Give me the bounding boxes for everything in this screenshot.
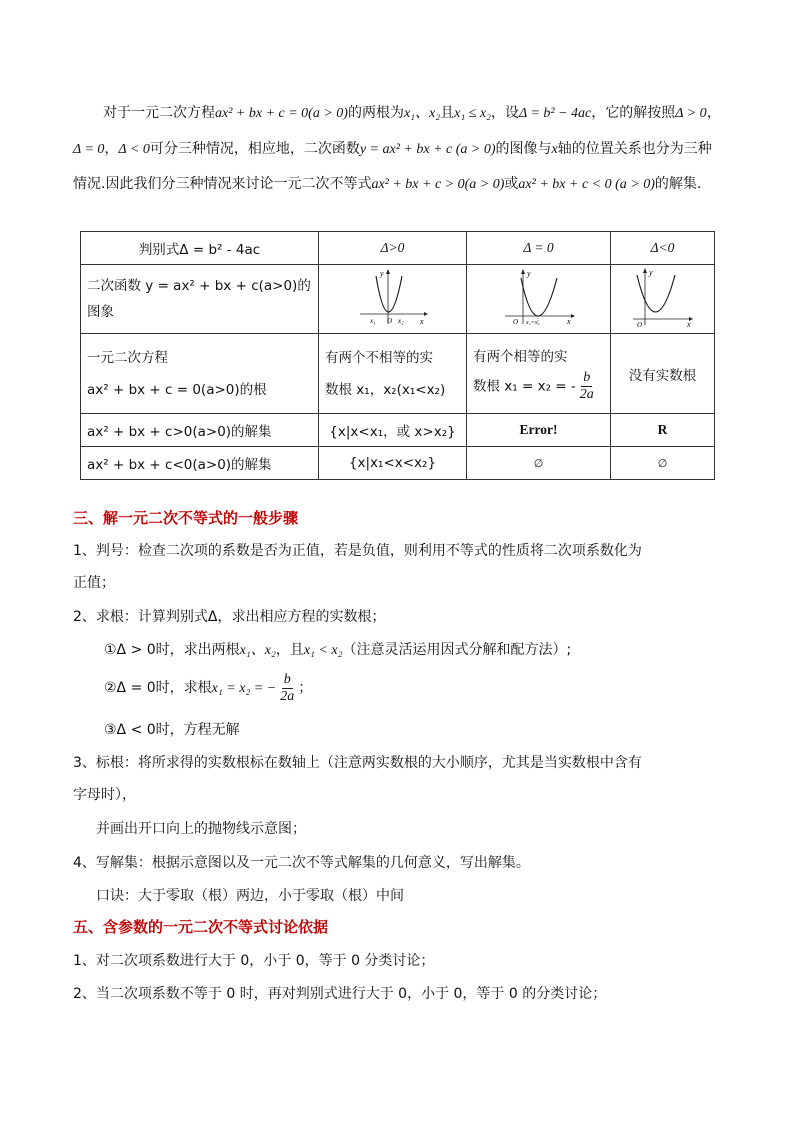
gt-solution-double: Error! [467,414,611,447]
axis-x-label: x [686,320,691,327]
quadratic-function: y = ax² + bx + c (a > 0) [359,141,496,157]
fraction-b-over-2a [278,672,296,705]
case-zero: Δ = 0 [73,141,105,157]
step-2-case-1 [104,636,571,665]
x-variable: x [551,141,558,157]
case-1-text: ①Δ > 0时，求出两根 [104,642,240,658]
intro-text: 的解集. [654,176,702,192]
lt-solution-none: ∅ [611,447,715,480]
axis-y-label: y [648,268,653,277]
origin-label: O [386,317,392,325]
step-3-line-c: 并画出开口向上的抛物线示意图； [96,821,306,837]
origin-label: O [636,321,642,327]
roots-two-bottom: 数根 x₁，x₂(x₁<x₂) [325,381,446,398]
param-rule-2: 2、当二次项系数不等于 0 时，再对判别式进行大于 0，小于 0，等于 0 的分类讨论； [73,986,607,1002]
intro-paragraph: 对于一元二次方程ax² + bx + c = 0(a > 0)的两根为x₁、x₂且x₁ ≤ x₂，设Δ = b² − 4ac，它的解按照Δ > 0，Δ = 0，Δ < 0可分三种情况，相应地，二次函数y = ax² + bx + c (a > 0)的图像与x轴的位置关系也分为三种情况.因此我们分三种情况来讨论一元二次不等式ax² + bx + c > 0(a > 0)或ax² + bx + c < 0 (a > 0)的解集. [73,105,721,192]
intro-text: 对于一元二次方程 [103,105,215,121]
case-positive: Δ > 0 [675,106,707,121]
fraction-denominator: 2a [280,688,295,704]
quadratic-equation: ax² + bx + c = 0(a > 0) [215,106,348,121]
case-2-roots: x₁ = x₂ = − [211,681,277,696]
graph-two-roots [319,265,467,334]
intro-text: 或 [504,176,519,192]
step-4: 4、写解集：根据示意图以及一元二次不等式解集的几何意义，写出解集。 [73,855,530,871]
fraction-numerator: b [583,370,591,385]
step-2: 2、求根：计算判别式Δ，求出相应方程的实数根； [73,609,386,625]
step-1-line-a: 1、判号：检查二次项的系数是否为正值，若是负值，则利用不等式的性质将二次项系数化为 [73,543,642,559]
equation-label-top: 一元二次方程 [87,349,168,366]
gt-solution-two: {x|x<x₁，或 x>x₂} [319,414,467,447]
gt-solution-none: R [611,414,715,447]
intro-text: 可分三种情况，相应地，二次函数 [149,140,360,157]
roots-double [467,334,611,414]
intro-text: 轴的位置关系也分为三种情况.因此我们分三种情况来讨论一元二次不等式 [73,140,712,192]
step-1-line-b: 正值； [73,575,115,591]
case-1-relation: x₁ < x₂ [303,643,343,658]
roots-none: 没有实数根 [611,334,715,414]
intro-text: ，它的解按照 [591,105,676,121]
graph-no-root [611,265,715,334]
roots: x₁、x₂ [403,106,441,121]
fraction-numerator: b [283,671,291,687]
row-label-lt: ax² + bx + c<0(a>0)的解集 [81,447,319,480]
header-delta-negative: Δ<0 [611,232,715,265]
header-delta-positive: Δ>0 [319,232,467,265]
fraction-b-over-2a [578,370,596,403]
intro-text: 的图像与 [495,140,552,157]
case-1-roots: x₁、x₂ [239,643,276,658]
roots-double-bottom [473,370,604,403]
roots-relation: x₁ ≤ x₂ [454,106,491,121]
step-2-case-2 [104,668,312,709]
case-1-note: （注意灵活运用因式分解和配方法）; [342,642,572,658]
intro-text: 的两根为 [347,105,404,121]
axis-x-label: x [419,317,424,326]
fraction-denominator: 2a [579,387,594,402]
inequality-greater: ax² + bx + c > 0 [371,177,465,192]
discriminant-definition: Δ = b² − 4ac [518,106,592,121]
axis-x-label: x [566,317,571,326]
lt-solution-double: ∅ [467,447,611,480]
header-delta-zero: Δ = 0 [467,232,611,265]
section-3-title: 三、解一元二次不等式的一般步骤 [73,509,299,527]
row-label-equation [81,334,319,414]
parabola-double-root-graph [503,268,575,326]
parabola-two-roots-graph [358,268,428,326]
case-1-text: ，且 [275,642,304,658]
roots-two-distinct [319,334,467,414]
roots-two-top: 有两个不相等的实 [325,349,433,366]
parabola-no-root-graph [631,267,695,327]
table-equation-row [81,334,715,414]
quadratic-summary-table [80,231,715,480]
roots-double-expr: 数根 x₁ = x₂ = - [473,378,576,395]
inequality-less: ax² + bx + c < 0 (a > 0) [518,177,655,192]
double-root-label: x₁=x₂ [525,320,540,326]
lt-solution-two: {x|x₁<x<x₂} [319,447,467,480]
root-x1-label: x₁ [369,317,376,325]
header-discriminant: 判别式Δ = b² - 4ac [81,232,319,265]
table-graph-row [81,265,715,334]
row-label-gt: ax² + bx + c>0(a>0)的解集 [81,414,319,447]
step-2-case-3: ③Δ < 0时，方程无解 [104,722,240,738]
case-2-text: ②Δ = 0时，求根 [104,680,212,696]
param-rule-1: 1、对二次项系数进行大于 0，小于 0，等于 0 分类讨论； [73,953,435,969]
axis-y-label: y [526,269,531,278]
table-gt-row [81,414,715,447]
case-2-punct: ； [298,680,313,696]
intro-text: ，设 [490,105,519,121]
mnemonic: 口诀：大于零取（根）两边，小于零取（根）中间 [96,888,404,904]
axis-y-label: y [379,269,384,278]
condition: (a > 0) [464,177,505,192]
section-5-title: 五、含参数的一元二次不等式讨论依据 [73,918,329,936]
table-header-row [81,232,715,265]
case-negative: Δ < 0 [118,141,150,157]
root-x2-label: x₂ [397,317,404,325]
step-3-line-b: 字母时）， [73,787,136,803]
intro-text: 且 [440,105,455,121]
row-label-graph: 二次函数 y = ax² + bx + c(a>0)的图象 [81,265,319,334]
table-lt-row [81,447,715,480]
equation-label-bottom: ax² + bx + c = 0(a>0)的根 [87,381,267,398]
roots-double-top: 有两个相等的实 [473,349,568,365]
graph-double-root [467,265,611,334]
step-3-line-a: 3、标根：将所求得的实数根标在数轴上（注意两实数根的大小顺序，尤其是当实数根中含有 [73,755,642,771]
origin-label: O [512,318,518,326]
